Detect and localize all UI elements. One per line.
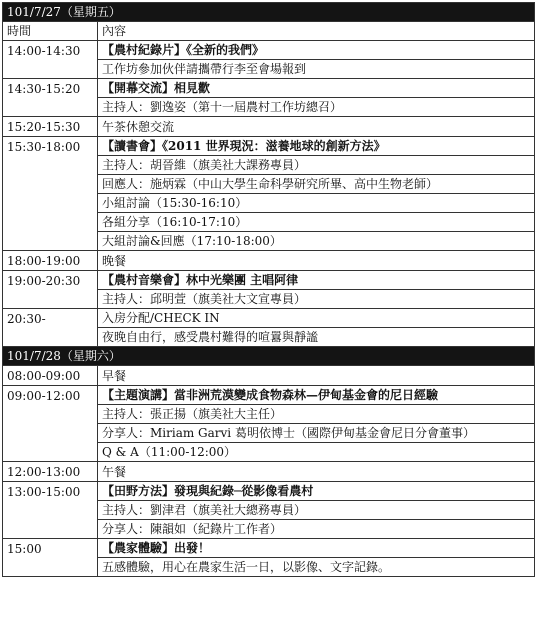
- schedule-row: [3, 482, 535, 501]
- session-detail: 主持人：張正揚（旗美社大主任）: [98, 405, 535, 424]
- day-date: 101/7/28（星期六）: [3, 347, 535, 366]
- session-title: 【農家體驗】出發！: [98, 539, 535, 558]
- session-detail: 早餐: [98, 366, 535, 386]
- session-detail: 主持人：邱明萱（旗美社大文宣專員）: [98, 290, 535, 309]
- session-detail: 工作坊參加伙伴請攜帶行李至會場報到: [98, 60, 535, 79]
- schedule-row: [3, 79, 535, 98]
- session-detail: 夜晚自由行，感受農村難得的喧囂與靜謐: [98, 328, 535, 347]
- session-title: 【主題演講】當非洲荒漠變成食物森林—伊甸基金會的尼日經驗: [98, 386, 535, 405]
- schedule-row: [3, 117, 535, 137]
- time-column-header: 時間: [3, 22, 98, 41]
- session-detail: 午茶休憩交流: [98, 117, 535, 137]
- schedule-row: [3, 366, 535, 386]
- time-cell: 19:00-20:30: [3, 271, 98, 309]
- time-cell: 20:30-: [3, 309, 98, 347]
- session-detail: 晚餐: [98, 251, 535, 271]
- schedule-row: [3, 386, 535, 405]
- schedule-row: [3, 309, 535, 328]
- session-detail: 各組分享（16:10-17:10）: [98, 213, 535, 232]
- schedule-row: [3, 462, 535, 482]
- time-cell: 15:00: [3, 539, 98, 577]
- session-detail: Q & A（11:00-12:00）: [98, 443, 535, 462]
- time-cell: 14:30-15:20: [3, 79, 98, 117]
- time-cell: 13:00-15:00: [3, 482, 98, 539]
- session-detail: 主持人：胡晉維（旗美社大課務專員）: [98, 156, 535, 175]
- session-detail: 五感體驗，用心在農家生活一日，以影像、文字記錄。: [98, 558, 535, 577]
- session-detail: 主持人：劉逸姿（第十一屆農村工作坊總召）: [98, 98, 535, 117]
- schedule-table: [2, 2, 535, 577]
- schedule-row: [3, 271, 535, 290]
- time-cell: 09:00-12:00: [3, 386, 98, 462]
- session-detail: 午餐: [98, 462, 535, 482]
- session-detail: 入房分配/CHECK IN: [98, 309, 535, 328]
- day-header-row: [3, 347, 535, 366]
- session-title: 【開幕交流】相見歡: [98, 79, 535, 98]
- session-title: 【農村音樂會】林中光樂團 主唱阿律: [98, 271, 535, 290]
- session-detail: 回應人：施炳霖（中山大學生命科學研究所畢、高中生物老師）: [98, 175, 535, 194]
- time-cell: 08:00-09:00: [3, 366, 98, 386]
- session-title: 【讀書會】《2011 世界現況：滋養地球的創新方法》: [98, 137, 535, 156]
- schedule-row: [3, 251, 535, 271]
- session-title: 【農村紀錄片】《全新的我們》: [98, 41, 535, 60]
- day-header-row: [3, 3, 535, 22]
- day-date: 101/7/27（星期五）: [3, 3, 535, 22]
- session-detail: 分享人：Miriam Garvi 葛明依博士（國際伊甸基金會尼日分會董事）: [98, 424, 535, 443]
- time-cell: 15:20-15:30: [3, 117, 98, 137]
- session-detail: 主持人：劉津君（旗美社大總務專員）: [98, 501, 535, 520]
- time-cell: 12:00-13:00: [3, 462, 98, 482]
- time-cell: 18:00-19:00: [3, 251, 98, 271]
- session-detail: 小組討論（15:30-16:10）: [98, 194, 535, 213]
- session-title: 【田野方法】發現與紀錄─從影像看農村: [98, 482, 535, 501]
- schedule-row: [3, 41, 535, 60]
- time-cell: 14:00-14:30: [3, 41, 98, 79]
- column-header-row: [3, 22, 535, 41]
- schedule-row: [3, 137, 535, 156]
- session-detail: 分享人：陳韻如（紀錄片工作者）: [98, 520, 535, 539]
- schedule-row: [3, 539, 535, 558]
- content-column-header: 內容: [98, 22, 535, 41]
- session-detail: 大組討論&回應（17:10-18:00）: [98, 232, 535, 251]
- time-cell: 15:30-18:00: [3, 137, 98, 251]
